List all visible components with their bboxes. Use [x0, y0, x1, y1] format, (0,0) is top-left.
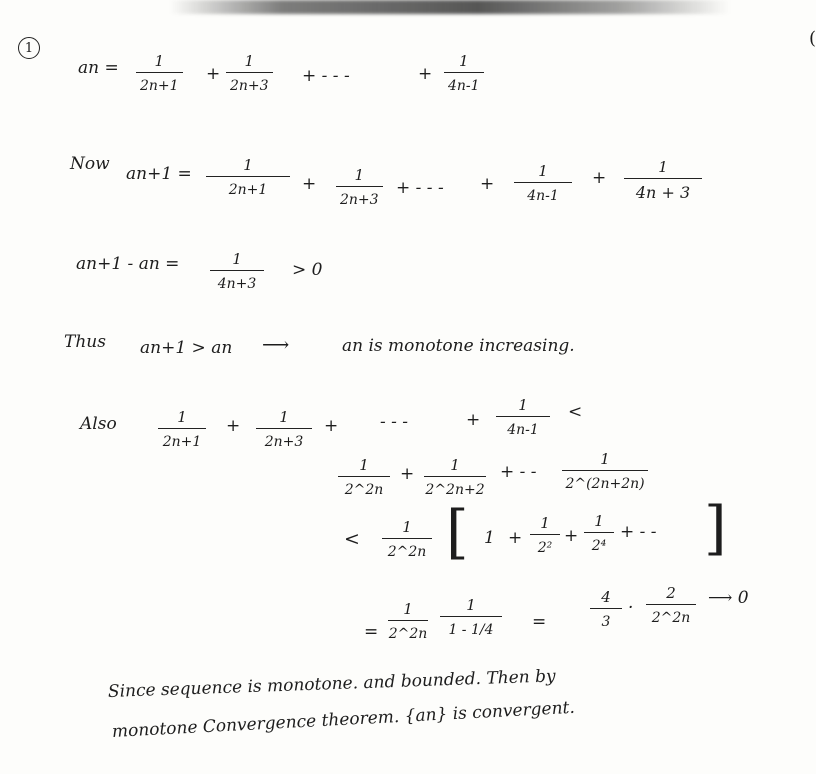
line8-term4 [646, 586, 696, 625]
line3-rhs: > 0 [292, 260, 323, 280]
line6-term1-num: 1 [359, 456, 369, 474]
line8-dot: · [628, 598, 634, 618]
line8-arrow: ⟶ 0 [708, 588, 749, 608]
line7-term2-den: 2² [537, 540, 553, 557]
line7-one: 1 [484, 528, 495, 548]
line6-term1-den: 2^2n [344, 482, 384, 499]
line1-term2-den: 2n+3 [230, 78, 269, 95]
line5-term2-den: 2n+3 [264, 434, 304, 451]
line5-also: Also [80, 414, 117, 434]
line5-term3-num: 1 [518, 396, 528, 414]
line1-plus1: + [206, 64, 221, 84]
line4-arrow: ⟶ [262, 334, 290, 356]
line7-plus2: + [564, 526, 579, 546]
line2-term3 [514, 164, 572, 203]
line2-lhs: an+1 = [126, 164, 192, 184]
line7-plus1: + [508, 528, 523, 548]
line6-term2-den: 2^2n+2 [425, 482, 485, 499]
conclusion-line1: Since sequence is monotone. and bounded. Then by [107, 666, 556, 702]
line5-plus1: + [226, 416, 241, 436]
line2-plus2: + [480, 174, 495, 194]
line4-conclusion: an is monotone increasing. [342, 336, 575, 356]
line5-term1-num: 1 [177, 408, 187, 426]
line2-term3-num: 1 [538, 162, 548, 180]
line1-lhs: an = [78, 58, 119, 78]
line2-plus1: + [302, 174, 317, 194]
line6-term3-den: 2^(2n+2n) [565, 476, 645, 493]
line2-term4-den: 4n + 3 [635, 183, 691, 203]
line7-term1-den: 2^2n [387, 544, 427, 561]
line8-term3-num: 4 [601, 588, 611, 606]
line7-term3-num: 1 [594, 512, 604, 530]
line5-term3 [496, 398, 550, 437]
line1-dots: + - - - [302, 66, 350, 86]
line6-term2-num: 1 [450, 456, 460, 474]
problem-number [18, 37, 40, 59]
line5-term2 [256, 410, 312, 449]
line1-term2 [226, 54, 273, 93]
line2-term1 [206, 158, 290, 197]
line6-term3-num: 1 [600, 450, 610, 468]
line1-term3 [444, 54, 484, 93]
line7-term2 [530, 516, 560, 555]
line8-term2 [440, 598, 502, 637]
line7-term3 [584, 514, 614, 553]
line8-term3-den: 3 [601, 614, 611, 631]
line2-term4 [624, 160, 702, 201]
line8-term4-den: 2^2n [651, 610, 691, 627]
line7-open-bracket: [ [446, 498, 469, 566]
scan-shadow [170, 0, 730, 14]
line8-eq1: = [364, 622, 379, 642]
line8-term1-den: 2^2n [388, 626, 428, 643]
line2-term1-den: 2n+1 [228, 182, 268, 199]
line5-term2-num: 1 [279, 408, 289, 426]
line6-term2 [424, 458, 486, 497]
line7-lt: < [344, 528, 360, 550]
line2-term3-den: 4n-1 [527, 188, 559, 205]
line3-term1-num: 1 [232, 250, 242, 268]
line2-term2 [336, 168, 383, 207]
line7-close-bracket: ] [704, 494, 727, 562]
line7-term2-num: 1 [540, 514, 550, 532]
line8-term2-den: 1 - 1/4 [448, 622, 494, 639]
line5-plus3: + [466, 410, 481, 430]
line8-eq2: = [532, 612, 547, 632]
line8-term1 [388, 602, 428, 641]
line1-term3-num: 1 [459, 52, 469, 70]
line1-term1 [136, 54, 183, 93]
line8-term4-num: 2 [666, 584, 676, 602]
line1-term2-num: 1 [244, 52, 255, 70]
line8-term3 [590, 590, 622, 629]
line4-thus: Thus [64, 332, 106, 352]
line7-dots: + - - [620, 522, 657, 542]
line1-term1-num: 1 [154, 52, 165, 70]
line7-term1 [382, 520, 432, 559]
line2-term1-num: 1 [243, 156, 253, 174]
line5-term3-den: 4n-1 [507, 422, 539, 439]
problem-number-text: 1 [24, 40, 34, 56]
line3-term1 [210, 252, 264, 291]
line8-term2-num: 1 [466, 596, 476, 614]
line6-term1 [338, 458, 390, 497]
line2-plus3: + [592, 168, 607, 188]
line2-term2-den: 2n+3 [340, 192, 379, 209]
line7-term3-den: 2⁴ [591, 538, 607, 555]
line5-term1 [158, 410, 206, 449]
line6-dots: + - - [500, 462, 537, 482]
line1-term1-den: 2n+1 [140, 78, 179, 95]
line8-term1-num: 1 [403, 600, 413, 618]
line7-term1-num: 1 [402, 518, 412, 536]
edge-mark: ( [808, 28, 816, 49]
line4-ineq: an+1 > an [140, 338, 233, 358]
line3-lhs: an+1 - an = [76, 254, 180, 274]
line6-plus1: + [400, 464, 415, 484]
line2-term2-num: 1 [354, 166, 365, 184]
line2-now: Now [70, 154, 110, 174]
line6-term3 [562, 452, 648, 491]
line5-lt: < [568, 402, 583, 422]
line1-plus2: + [418, 64, 433, 84]
line2-dots: + - - - [396, 178, 444, 198]
line5-plus2: + [324, 416, 339, 436]
conclusion-line2: monotone Convergence theorem. {an} is convergent. [111, 697, 576, 742]
line5-dots: - - - [380, 412, 409, 432]
line2-term4-num: 1 [658, 158, 668, 176]
line3-term1-den: 4n+3 [217, 276, 257, 293]
line1-term3-den: 4n-1 [448, 78, 480, 95]
line5-term1-den: 2n+1 [162, 434, 202, 451]
